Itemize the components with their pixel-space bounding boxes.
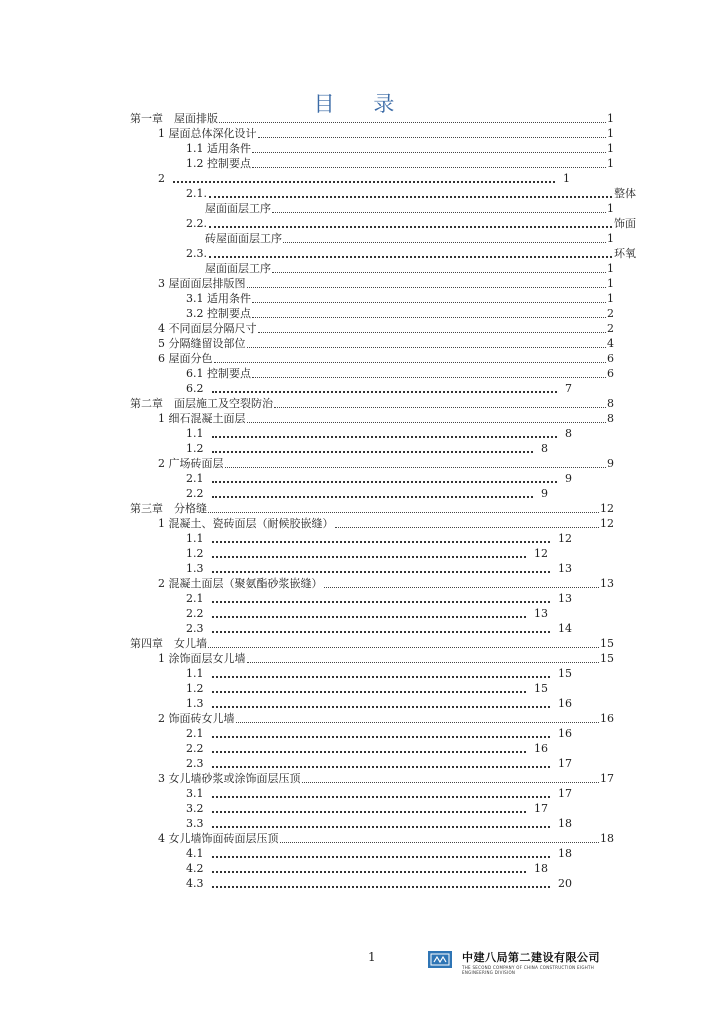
toc-entry[interactable]: 1.2 12 (186, 546, 548, 560)
toc-entry[interactable]: 3.1 17 (186, 786, 572, 800)
toc-entry[interactable]: 4.2 18 (186, 861, 548, 875)
toc-entry[interactable]: 1.3 13 (186, 561, 572, 575)
toc-entry[interactable]: 2 1 (158, 171, 570, 185)
toc-entry[interactable]: 1 混凝土、瓷砖面层（耐候胶嵌缝） 12 (158, 516, 614, 530)
toc-entry[interactable]: 2 混凝土面层（聚氨酯砂浆嵌缝） 13 (158, 576, 614, 590)
toc-entry[interactable]: 1.2 8 (186, 441, 548, 455)
toc-entry[interactable]: 2.2 16 (186, 741, 548, 755)
cscec-logo-icon (430, 953, 450, 966)
toc-entry[interactable]: 3.2 控制要点 2 (186, 306, 614, 320)
toc-entry-chapter-1[interactable]: 第一章 屋面排版 1 (130, 111, 614, 125)
toc-entry[interactable]: 6 屋面分色 6 (158, 351, 614, 365)
toc-entry[interactable]: 2.3. 环氧 (186, 246, 636, 260)
toc-entry-chapter-4[interactable]: 第四章 女儿墙 15 (130, 636, 614, 650)
toc-entry[interactable]: 屋面面层工序 1 (205, 261, 614, 275)
toc-entry[interactable]: 4.1 18 (186, 846, 572, 860)
company-name-block (462, 949, 620, 975)
toc-entry[interactable]: 2.3 14 (186, 621, 572, 635)
footer-page-number: 1 (368, 950, 376, 964)
toc-entry[interactable]: 4 不同面层分隔尺寸 2 (158, 321, 614, 335)
toc-entry[interactable]: 1 涂饰面层女儿墙 15 (158, 651, 614, 665)
company-logo (428, 951, 452, 968)
page-title: 目 录 (313, 92, 411, 116)
toc-entry[interactable]: 4 女儿墙饰面砖面层压顶 18 (158, 831, 614, 845)
toc-entry[interactable]: 1 屋面总体深化设计 1 (158, 126, 614, 140)
toc-entry[interactable]: 3.3 18 (186, 816, 572, 830)
toc-entry[interactable]: 1.1 12 (186, 531, 572, 545)
toc-entry[interactable]: 1.2 15 (186, 681, 548, 695)
toc-entry[interactable]: 3 女儿墙砂浆或涂饰面层压顶 17 (158, 771, 614, 785)
toc-entry[interactable]: 1.3 16 (186, 696, 572, 710)
toc-entry[interactable]: 6.1 控制要点 6 (186, 366, 614, 380)
toc-entry-chapter-3[interactable]: 第三章 分格缝 12 (130, 501, 614, 515)
toc-entry[interactable]: 2.1. 整体 (186, 186, 636, 200)
toc-entry[interactable]: 3.1 适用条件 1 (186, 291, 614, 305)
toc-page-number: 1 (607, 111, 614, 125)
toc-entry[interactable]: 5 分隔缝留设部位 4 (158, 336, 614, 350)
toc-entry[interactable]: 3.2 17 (186, 801, 548, 815)
toc-entry[interactable]: 1.1 15 (186, 666, 572, 680)
toc-entry[interactable]: 1.2 控制要点 1 (186, 156, 614, 170)
toc-entry[interactable]: 3 屋面面层排版图 1 (158, 276, 614, 290)
toc-entry[interactable]: 2.2. 饰面 (186, 216, 636, 230)
toc-entry[interactable]: 1 细石混凝土面层 8 (158, 411, 614, 425)
company-name-en: THE SECOND COMPANY OF CHINA CONSTRUCTION EIGHTH ENGINEERING DIVISION (462, 965, 595, 975)
toc-entry[interactable]: 2 饰面砖女儿墙 16 (158, 711, 614, 725)
toc-entry[interactable]: 砖屋面面层工序 1 (205, 231, 614, 245)
toc-entry[interactable]: 6.2 7 (186, 381, 572, 395)
toc-entry[interactable]: 2.1 13 (186, 591, 572, 605)
toc-entry[interactable]: 1.1 适用条件 1 (186, 141, 614, 155)
toc-entry[interactable]: 屋面面层工序 1 (205, 201, 614, 215)
toc-entry-chapter-2[interactable]: 第二章 面层施工及空裂防治 8 (130, 396, 614, 410)
toc-entry[interactable]: 2.1 9 (186, 471, 572, 485)
toc-entry[interactable]: 2.1 16 (186, 726, 572, 740)
toc-entry[interactable]: 2.2 13 (186, 606, 548, 620)
toc-entry[interactable]: 2.3 17 (186, 756, 572, 770)
toc-entry[interactable]: 2.2 9 (186, 486, 548, 500)
toc-entry[interactable]: 2 广场砖面层 9 (158, 456, 614, 470)
toc-entry[interactable]: 4.3 20 (186, 876, 572, 890)
company-name-cn: 中建八局第二建设有限公司 (462, 951, 600, 964)
toc-entry[interactable]: 1.1 8 (186, 426, 572, 440)
